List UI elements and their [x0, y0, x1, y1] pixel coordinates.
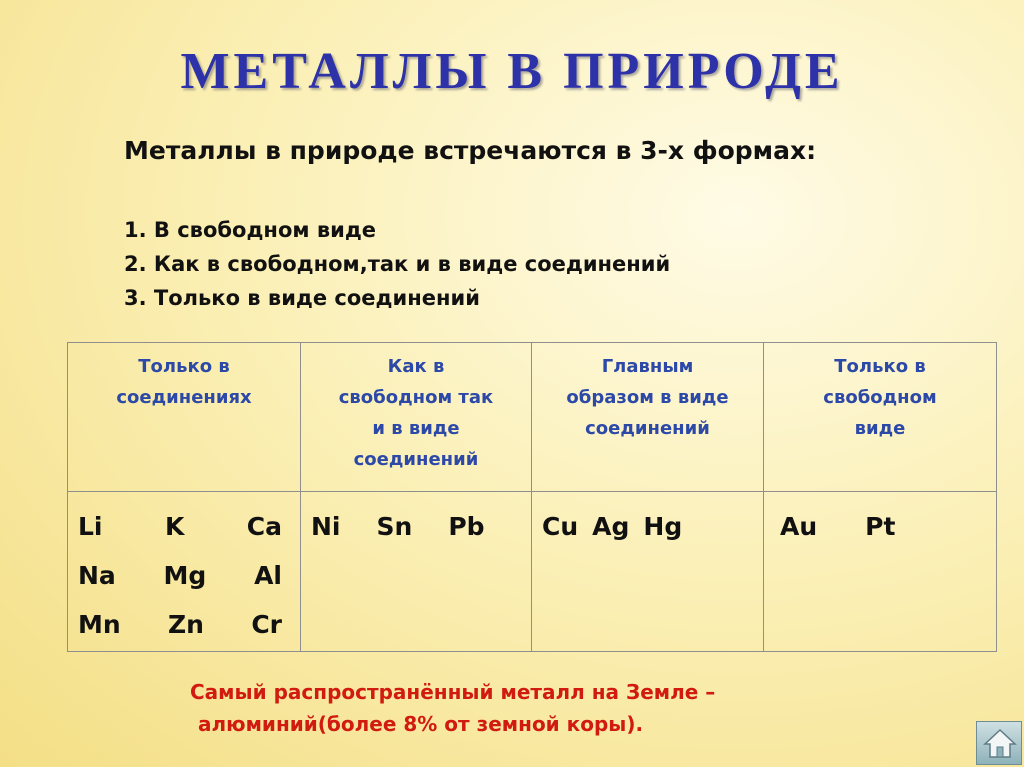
header-line: свободном так — [338, 387, 494, 408]
header-line: соединений — [585, 418, 710, 439]
header-line: Только в — [138, 356, 230, 377]
element-symbol: Li — [78, 512, 103, 541]
table-body-row — [68, 492, 997, 652]
header-compounds-only — [68, 343, 301, 492]
element-symbol: Au — [780, 512, 818, 541]
element-symbol: Zn — [168, 610, 204, 639]
element-symbol: Cu — [542, 512, 579, 541]
form-item: 2. Как в свободном,так и в виде соединений — [124, 252, 671, 276]
element-symbol: Pt — [865, 512, 896, 541]
header-line: Как в — [387, 356, 445, 377]
element-symbol: Cr — [251, 610, 282, 639]
header-free-only — [764, 343, 997, 492]
metals-table — [67, 342, 997, 652]
element-symbol: Na — [78, 561, 116, 590]
header-mainly-compounds — [532, 343, 764, 492]
header-line: свободном — [823, 387, 937, 408]
cell-free-and-compounds — [301, 492, 532, 652]
cell-mainly-compounds — [532, 492, 764, 652]
cell-compounds-only — [68, 492, 301, 652]
element-symbol: Al — [254, 561, 282, 590]
forms-list — [124, 213, 670, 315]
header-line: Только в — [834, 356, 926, 377]
element-symbol: Mn — [78, 610, 121, 639]
form-item: 3. Только в виде соединений — [124, 286, 480, 310]
header-line: соединениях — [116, 387, 252, 408]
header-free-and-compounds — [301, 343, 532, 492]
element-symbol: K — [164, 512, 185, 541]
element-symbol: Sn — [376, 512, 413, 541]
element-symbol: Ag — [592, 512, 630, 541]
element-symbol: Ni — [311, 512, 341, 541]
fact-text — [190, 676, 715, 740]
element-symbol: Mg — [163, 561, 207, 590]
header-line: образом в виде — [566, 387, 729, 408]
header-line: и в виде — [372, 418, 460, 439]
header-line: Главным — [601, 356, 694, 377]
element-symbol: Pb — [448, 512, 485, 541]
table-header-row — [68, 343, 997, 492]
home-icon — [983, 727, 1017, 759]
intro-text: Металлы в природе встречаются в 3-х формах: — [124, 136, 817, 165]
element-symbol: Hg — [643, 512, 683, 541]
fact-line-2: алюминий(более 8% от земной коры). — [198, 712, 644, 736]
header-line: виде — [854, 418, 906, 439]
form-item: 1. В свободном виде — [124, 218, 377, 242]
slide-title: МЕТАЛЛЫ В ПРИРОДЕ — [180, 43, 844, 100]
cell-free-only — [764, 492, 997, 652]
fact-line-1: Самый распространённый металл на Земле – — [190, 680, 716, 704]
element-symbol: Ca — [246, 512, 282, 541]
header-line: соединений — [353, 449, 479, 470]
home-button[interactable] — [976, 721, 1022, 765]
